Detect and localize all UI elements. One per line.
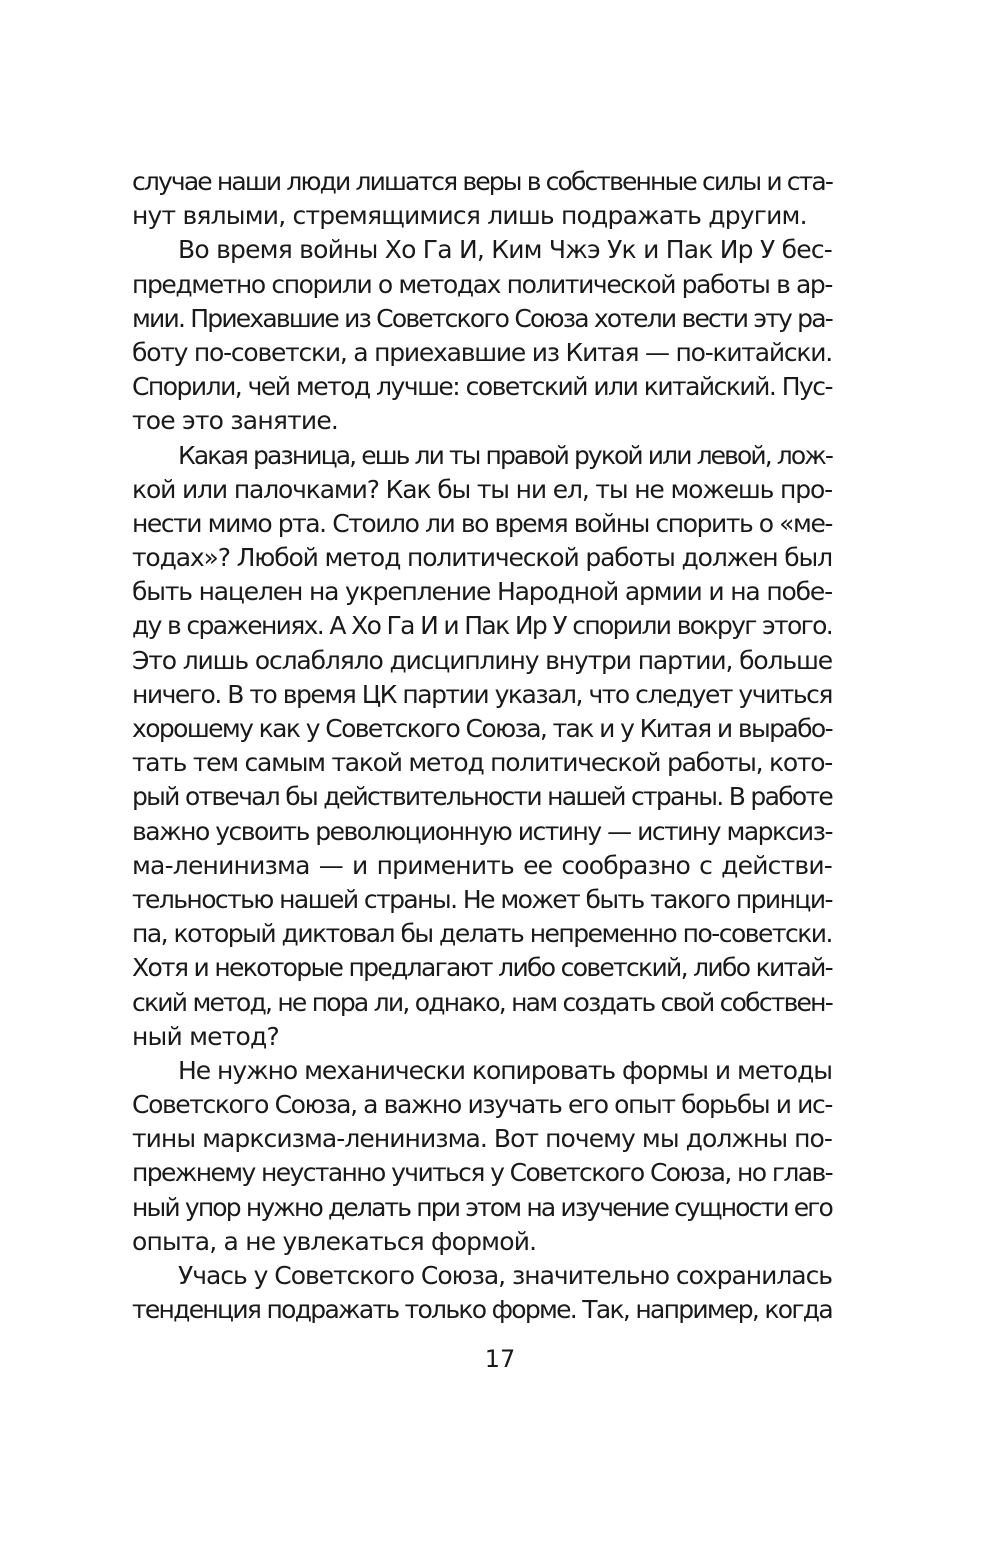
text-line: ский метод, не пора ли, однако, нам создать свой собствен- [132,987,832,1017]
text-line: нут вялыми, стремящимися лишь подражать другим. [132,201,807,231]
text-line: Учась у Советского Союза, значительно сохранилась [178,1261,832,1290]
text-line: мии. Приехавшие из Советского Союза хотели вести эту ра- [132,303,832,333]
text-line: тодах»? Любой метод политической работы должен был [132,543,832,573]
text-line: ма-ленинизма — и применить ее сообразно с действи- [132,850,832,880]
text-line: рый отвечал бы действительности нашей страны. В работе [132,782,832,812]
text-line: тое это занятие. [132,406,339,436]
page-text-block [132,165,832,1327]
text-line: Советского Союза, а важно изучать его опыт борьбы и ис- [132,1090,832,1120]
text-line: ный упор нужно делать при этом на изучение сущности его [132,1192,832,1222]
text-line: хорошему как у Советского Союза, так и у Китая и вырабо- [132,714,832,743]
text-line: тельностью нашей страны. Не может быть такого принци- [132,884,832,914]
text-line: быть нацелен на укрепление Народной армии и на побе- [132,577,832,607]
text-line: па, который диктовал бы делать непременно по-советски. [132,919,832,949]
text-line: прежнему неустанно учиться у Советского Союза, но глав- [132,1158,832,1188]
text-line: ничего. В то время ЦК партии указал, что следует учиться [132,679,832,709]
text-line: тины марксизма-ленинизма. Вот почему мы должны по- [132,1124,832,1154]
text-line: нести мимо рта. Стоило ли во время войны спорить о «ме- [132,508,832,538]
text-line: боту по-советски, а приехавшие из Китая — по-китайски. [132,337,832,367]
text-line: опыта, а не увлекаться формой. [132,1226,537,1256]
text-line: Это лишь ослабляло дисциплину внутри партии, больше [132,645,832,675]
text-line: предметно спорили о методах политической работы в ар- [132,269,832,299]
text-line: ный метод? [132,1021,279,1051]
text-line: важно усвоить революционную истину — истину марксиз- [132,816,832,846]
text-line: тенденция подражать только форме. Так, например, когда [132,1295,832,1325]
text-line: ду в сражениях. А Хо Га И и Пак Ир У спорили вокруг этого. [132,611,832,641]
text-line: Какая разница, ешь ли ты правой рукой или левой, лож- [178,440,832,470]
paragraph [132,233,832,438]
text-line: Спорили, чей метод лучше: советский или китайский. Пус- [132,372,832,402]
text-line: Хотя и некоторые предлагают либо советский, либо китай- [132,953,832,983]
paragraph [132,439,832,1054]
paragraph [132,1054,832,1259]
page-number: 17 [484,1345,516,1373]
text-line: тать тем самым такой метод политической работы, кото- [132,748,832,778]
text-line: кой или палочками? Как бы ты ни ел, ты не можешь про- [132,474,832,504]
text-line: случае наши люди лишатся веры в собственные силы и ста- [132,167,832,196]
text-line: Не нужно механически копировать формы и методы [178,1055,832,1085]
text-line: Во время войны Хо Га И, Ким Чжэ Ук и Пак Ир У бес- [178,235,832,265]
paragraph [132,165,832,233]
paragraph [132,1259,832,1327]
